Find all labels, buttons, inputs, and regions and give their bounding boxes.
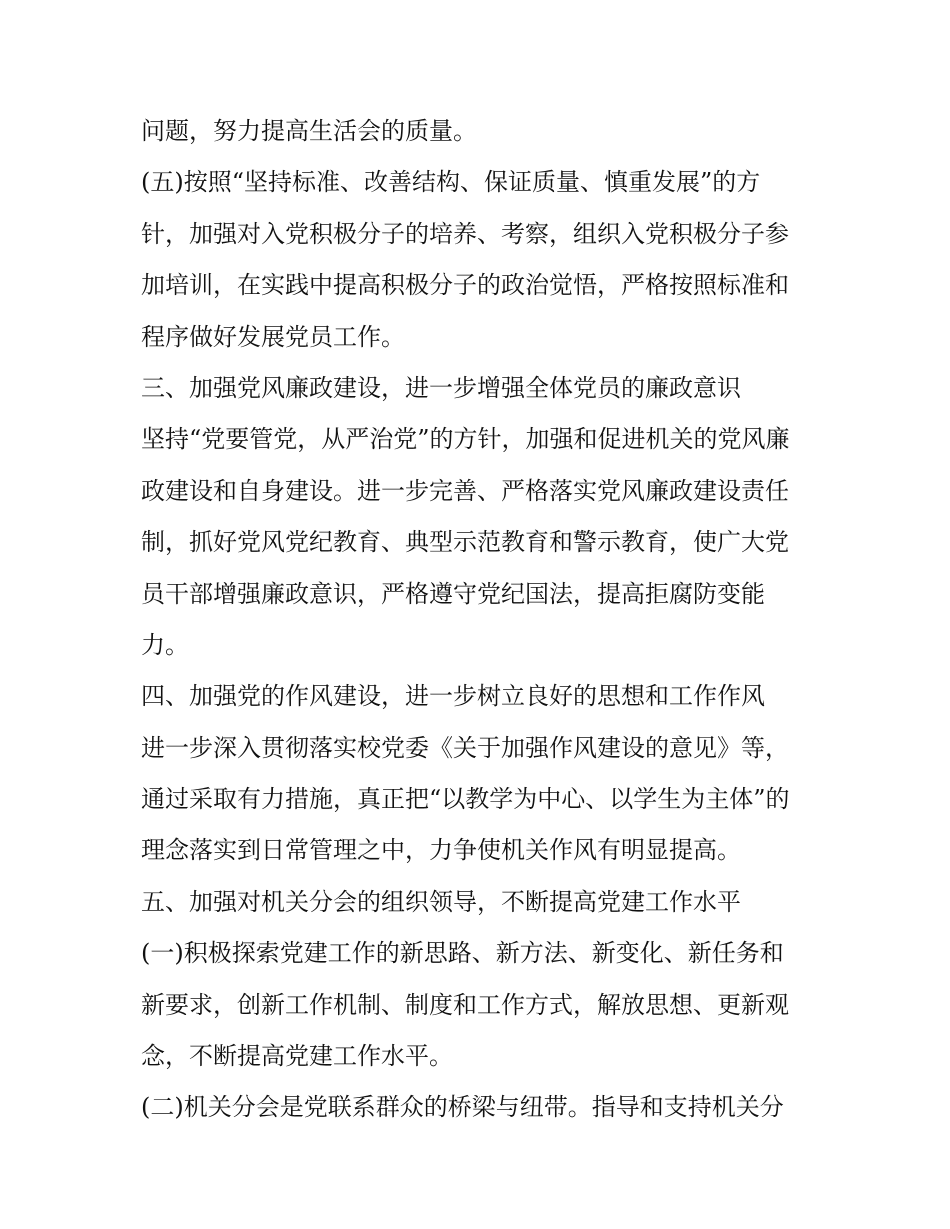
section-heading: 三、加强党风廉政建设，进一步增强全体党员的廉政意识 <box>141 373 741 402</box>
text-line: 程序做好发展党员工作。 <box>141 322 405 351</box>
text-line: 制，抓好党风党纪教育、典型示范教育和警示教育，使广大党 <box>141 528 789 557</box>
text-line: 加培训，在实践中提高积极分子的政治觉悟，严格按照标准和 <box>141 271 789 300</box>
text-line: 念，不断提高党建工作水平。 <box>141 1042 453 1071</box>
text-line: 坚持“党要管党，从严治党”的方针，加强和促进机关的党风廉 <box>141 425 790 454</box>
text-line: 问题，努力提高生活会的质量。 <box>141 117 477 145</box>
text-line: (五)按照“坚持标准、改善结构、保证质量、慎重发展”的方 <box>141 168 761 197</box>
text-line: 进一步深入贯彻落实校党委《关于加强作风建设的意见》等， <box>141 733 789 762</box>
section-heading: 五、加强对机关分会的组织领导，不断提高党建工作水平 <box>141 887 741 916</box>
document-body <box>141 106 841 1134</box>
text-line: 通过采取有力措施，真正把“以教学为中心、以学生为主体”的 <box>141 785 790 814</box>
text-line: 理念落实到日常管理之中，力争使机关作风有明显提高。 <box>141 836 741 865</box>
text-line: 新要求，创新工作机制、制度和工作方式，解放思想、更新观 <box>141 990 789 1019</box>
text-line: 针，加强对入党积极分子的培养、考察，组织入党积极分子参 <box>141 219 789 248</box>
text-line: (二)机关分会是党联系群众的桥梁与纽带。指导和支持机关分 <box>141 1093 784 1122</box>
text-line: 力。 <box>141 630 189 659</box>
text-line: (一)积极探索党建工作的新思路、新方法、新变化、新任务和 <box>141 939 784 968</box>
text-line: 员干部增强廉政意识，严格遵守党纪国法，提高拒腐防变能 <box>141 579 765 608</box>
section-heading: 四、加强党的作风建设，进一步树立良好的思想和工作作风 <box>141 682 765 711</box>
text-line: 政建设和自身建设。进一步完善、严格落实党风廉政建设责任 <box>141 476 789 505</box>
